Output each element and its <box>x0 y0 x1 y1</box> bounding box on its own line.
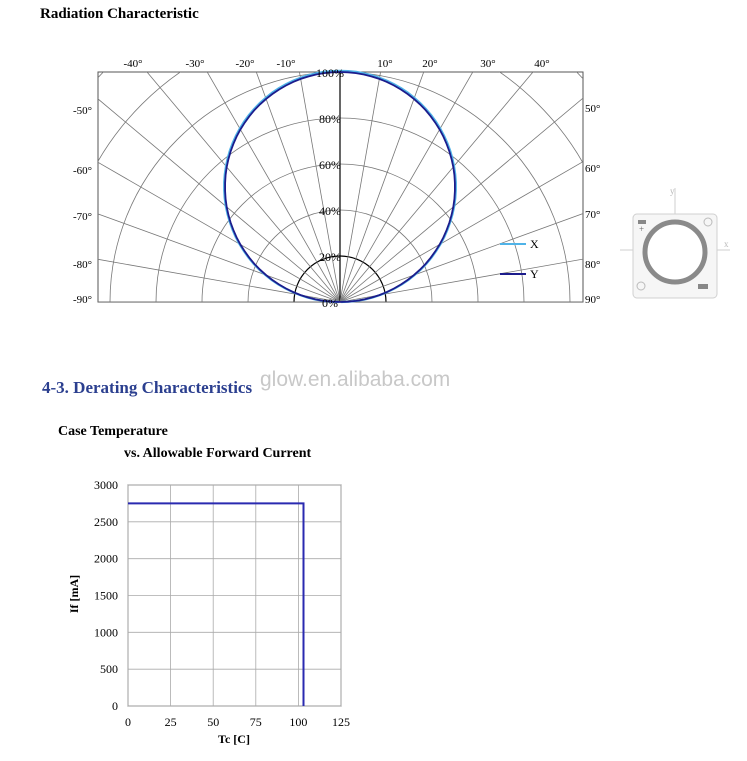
radial-label: 40% <box>319 204 341 218</box>
derating-chart <box>0 470 400 761</box>
derating-y-tick: 0 <box>112 699 118 713</box>
radial-label: 80% <box>319 112 341 126</box>
legend-label-y: Y <box>530 267 539 281</box>
derating-x-tick: 125 <box>332 715 350 729</box>
package-x-label: x <box>724 239 729 249</box>
derating-chart-subtitle: vs. Allowable Forward Current <box>124 446 312 461</box>
angle-label-right: 70° <box>585 209 601 221</box>
derating-x-tick: 75 <box>249 715 262 729</box>
angle-label-right: 90° <box>585 294 601 306</box>
angle-label-top: 10° <box>377 58 393 70</box>
derating-tick-labels <box>94 478 350 729</box>
derating-x-tick: 50 <box>207 715 220 729</box>
radial-label: 0% <box>322 296 338 310</box>
angle-label-top: -30° <box>185 58 205 70</box>
radial-label: 60% <box>319 158 341 172</box>
angle-label-left: -80° <box>72 259 92 271</box>
derating-line <box>128 503 304 706</box>
watermark: glow.en.alibaba.com <box>260 368 451 391</box>
anode-plus-icon: + <box>639 224 645 234</box>
derating-section-title: 4-3. Derating Characteristics <box>42 378 253 397</box>
derating-y-tick: 1000 <box>94 625 118 640</box>
derating-chart-title: Case Temperature <box>58 424 168 439</box>
derating-y-tick: 500 <box>100 662 118 677</box>
package-y-label: y <box>670 186 675 196</box>
derating-y-axis-label: If [mA] <box>67 574 81 614</box>
angle-label-top: -40° <box>123 58 143 70</box>
angle-label-top: 20° <box>422 58 438 70</box>
polar-spoke <box>0 158 340 302</box>
polar-spoke <box>340 0 610 302</box>
package-diagram <box>620 180 730 300</box>
derating-x-tick: 100 <box>289 715 308 729</box>
derating-y-tick: 1500 <box>94 588 118 603</box>
angle-label-right: 60° <box>585 163 601 175</box>
angle-label-top: 40° <box>534 58 550 70</box>
derating-x-tick: 25 <box>164 715 177 729</box>
emitter-ring-icon <box>645 222 705 282</box>
derating-grid <box>128 485 341 706</box>
radial-label: 100% <box>316 66 344 80</box>
polar-spoke <box>0 92 340 302</box>
legend-label-x: X <box>530 237 539 251</box>
angle-label-left: -90° <box>72 294 92 306</box>
derating-series <box>128 503 304 706</box>
angle-label-left: -60° <box>72 165 92 177</box>
angle-label-left: -50° <box>72 105 92 117</box>
derating-x-tick: 0 <box>125 715 131 729</box>
polar-spoke <box>340 0 484 302</box>
angle-label-right: 80° <box>585 259 601 271</box>
radiation-section-title: Radiation Characteristic <box>40 6 199 22</box>
polar-legend <box>500 237 539 281</box>
cathode-pad <box>698 284 708 289</box>
derating-x-axis-label: Tc [C] <box>218 732 250 746</box>
derating-y-tick: 2500 <box>94 514 118 529</box>
derating-y-tick: 3000 <box>94 478 118 492</box>
angle-label-left: -70° <box>72 211 92 223</box>
angle-label-top: 30° <box>480 58 496 70</box>
angle-label-top: -20° <box>235 58 255 70</box>
angle-label-right: 50° <box>585 103 601 115</box>
derating-y-tick: 2000 <box>94 551 118 566</box>
radial-label: 20% <box>319 250 341 264</box>
polar-spoke <box>70 0 340 302</box>
angle-label-top: -10° <box>276 58 296 70</box>
